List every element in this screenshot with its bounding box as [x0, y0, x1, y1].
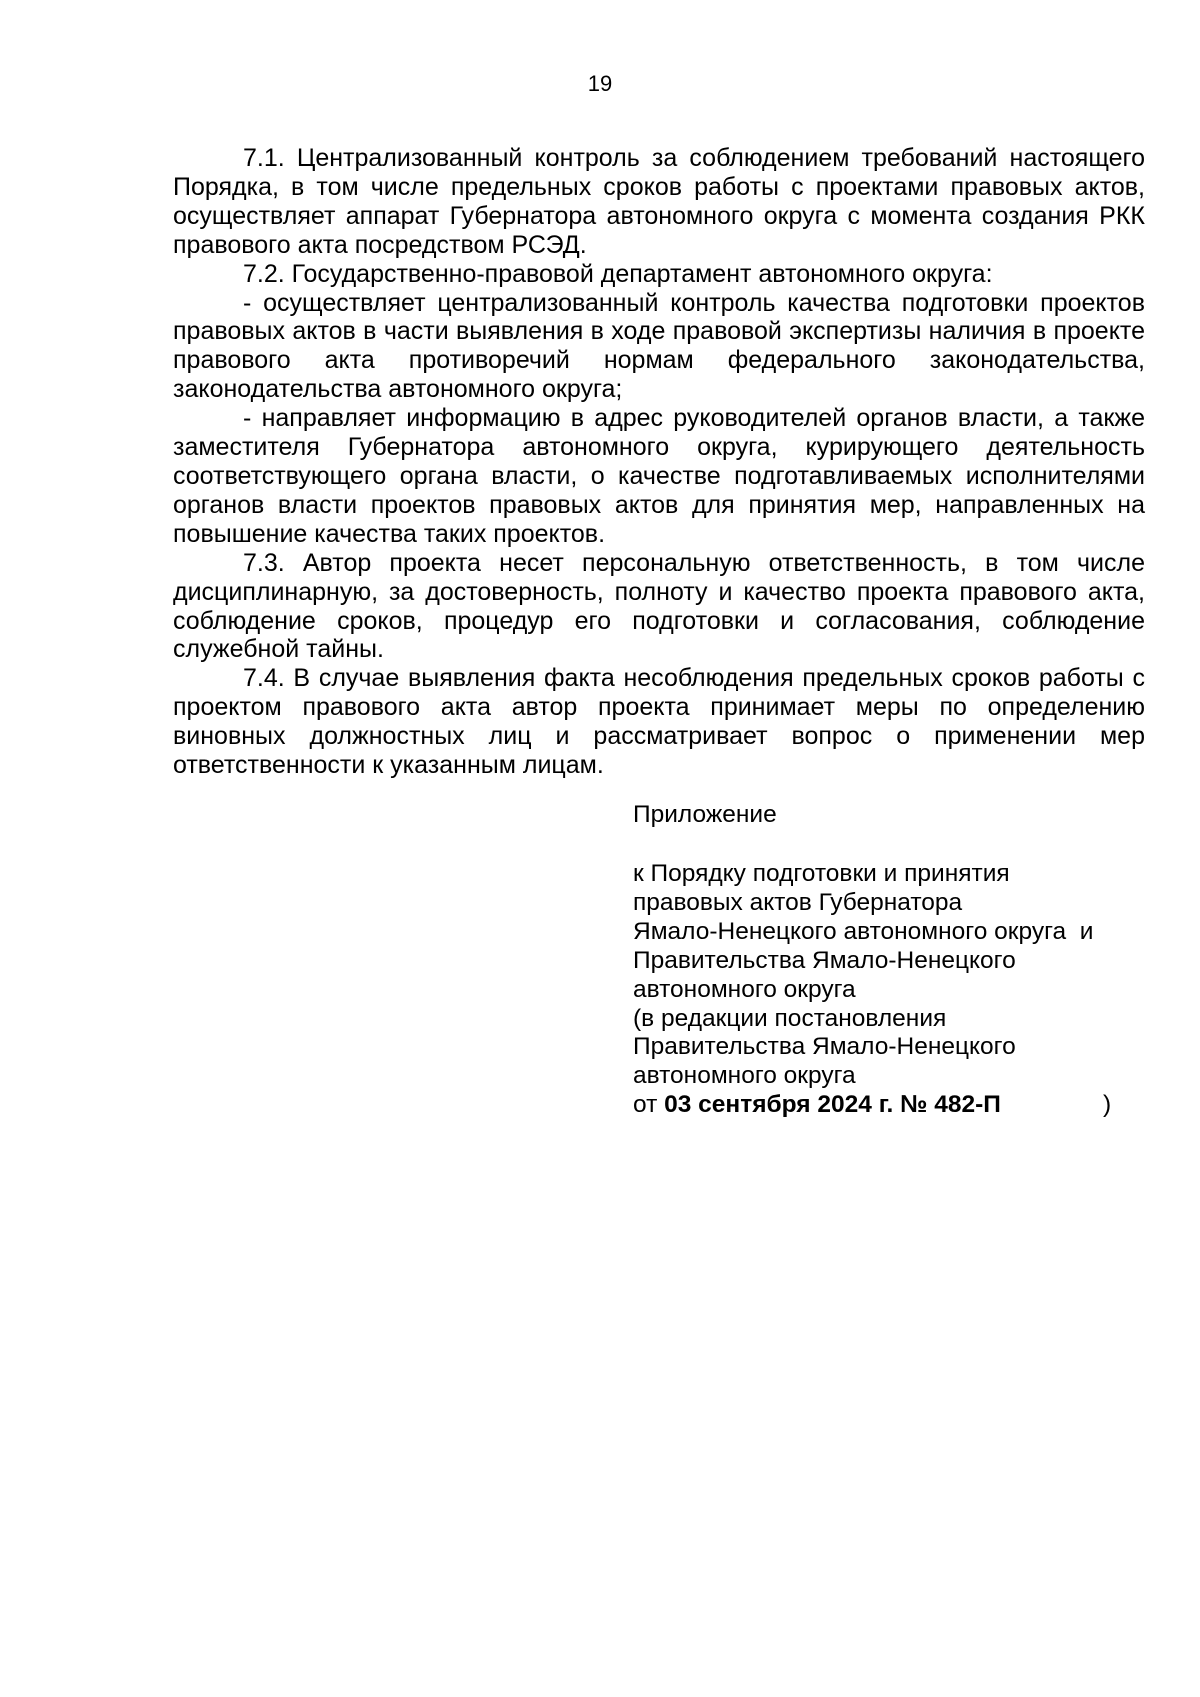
resolution-date-line [633, 1091, 1153, 1120]
paragraph-7-2: 7.2. Государственно-правовой департамент автономного округа: [243, 259, 993, 288]
appendix-line: к Порядку подготовки и принятия [633, 860, 1010, 887]
appendix-reference [633, 860, 1153, 1120]
appendix-line: (в редакции постановления [633, 1004, 947, 1032]
appendix-line: Правительства Ямало-Ненецкого [633, 1033, 1016, 1061]
paragraph-7-3: 7.3. Автор проекта несет персональную ответственность, в том числе дисциплинарную, за достоверность, полноту и качество проекта правового акта, соблюдение сроков, процедур его подготовки и согласования, соблюдение служебной тайны. [173, 548, 1145, 664]
page-number: 19 [587, 71, 613, 96]
appendix-line: автономного округа [633, 975, 856, 1003]
appendix-line: автономного округа [633, 1062, 856, 1090]
paragraph-7-1: 7.1. Централизованный контроль за соблюдением требований настоящего Порядка, в том числе предельных сроков работы с проектами правовых актов, осуществляет аппарат Губернатора автономного округа с момента создания РКК правового акта посредством РСЭД. [173, 144, 1145, 259]
closing-parenthesis: ) [1103, 1091, 1112, 1119]
paragraph-7-2-item-1: - осуществляет централизованный контроль качества подготовки проектов правовых актов в части выявления в ходе правовой экспертизы наличия в проекте правового акта противоречий нормам федерального законодательства, законодательства автономного округа; [173, 288, 1145, 404]
appendix-line: Ямало-Ненецкого автономного округа и [633, 917, 1094, 945]
paragraph-7-4: 7.4. В случае выявления факта несоблюдения предельных сроков работы с проектом правового акта автор проекта принимает меры по определению виновных должностных лиц и рассматривает вопрос о применении мер ответственности к указанным лицам. [173, 664, 1145, 780]
date-prefix: от [633, 1091, 665, 1119]
paragraph-7-2-item-2: - направляет информацию в адрес руководителей органов власти, а также заместителя Губернатора автономного округа, курирующего деятельность соответствующего органа власти, о качестве подготавливаемых исполнителями органов власти проектов правовых актов для принятия мер, направленных на повышение качества таких проектов. [173, 404, 1145, 548]
appendix-title: Приложение [633, 801, 777, 828]
document-body [173, 144, 1145, 780]
resolution-date-number: 03 сентября 2024 г. № 482-П [664, 1091, 1001, 1119]
appendix-line: правовых актов Губернатора [633, 888, 963, 916]
appendix-line: Правительства Ямало-Ненецкого [633, 946, 1016, 974]
